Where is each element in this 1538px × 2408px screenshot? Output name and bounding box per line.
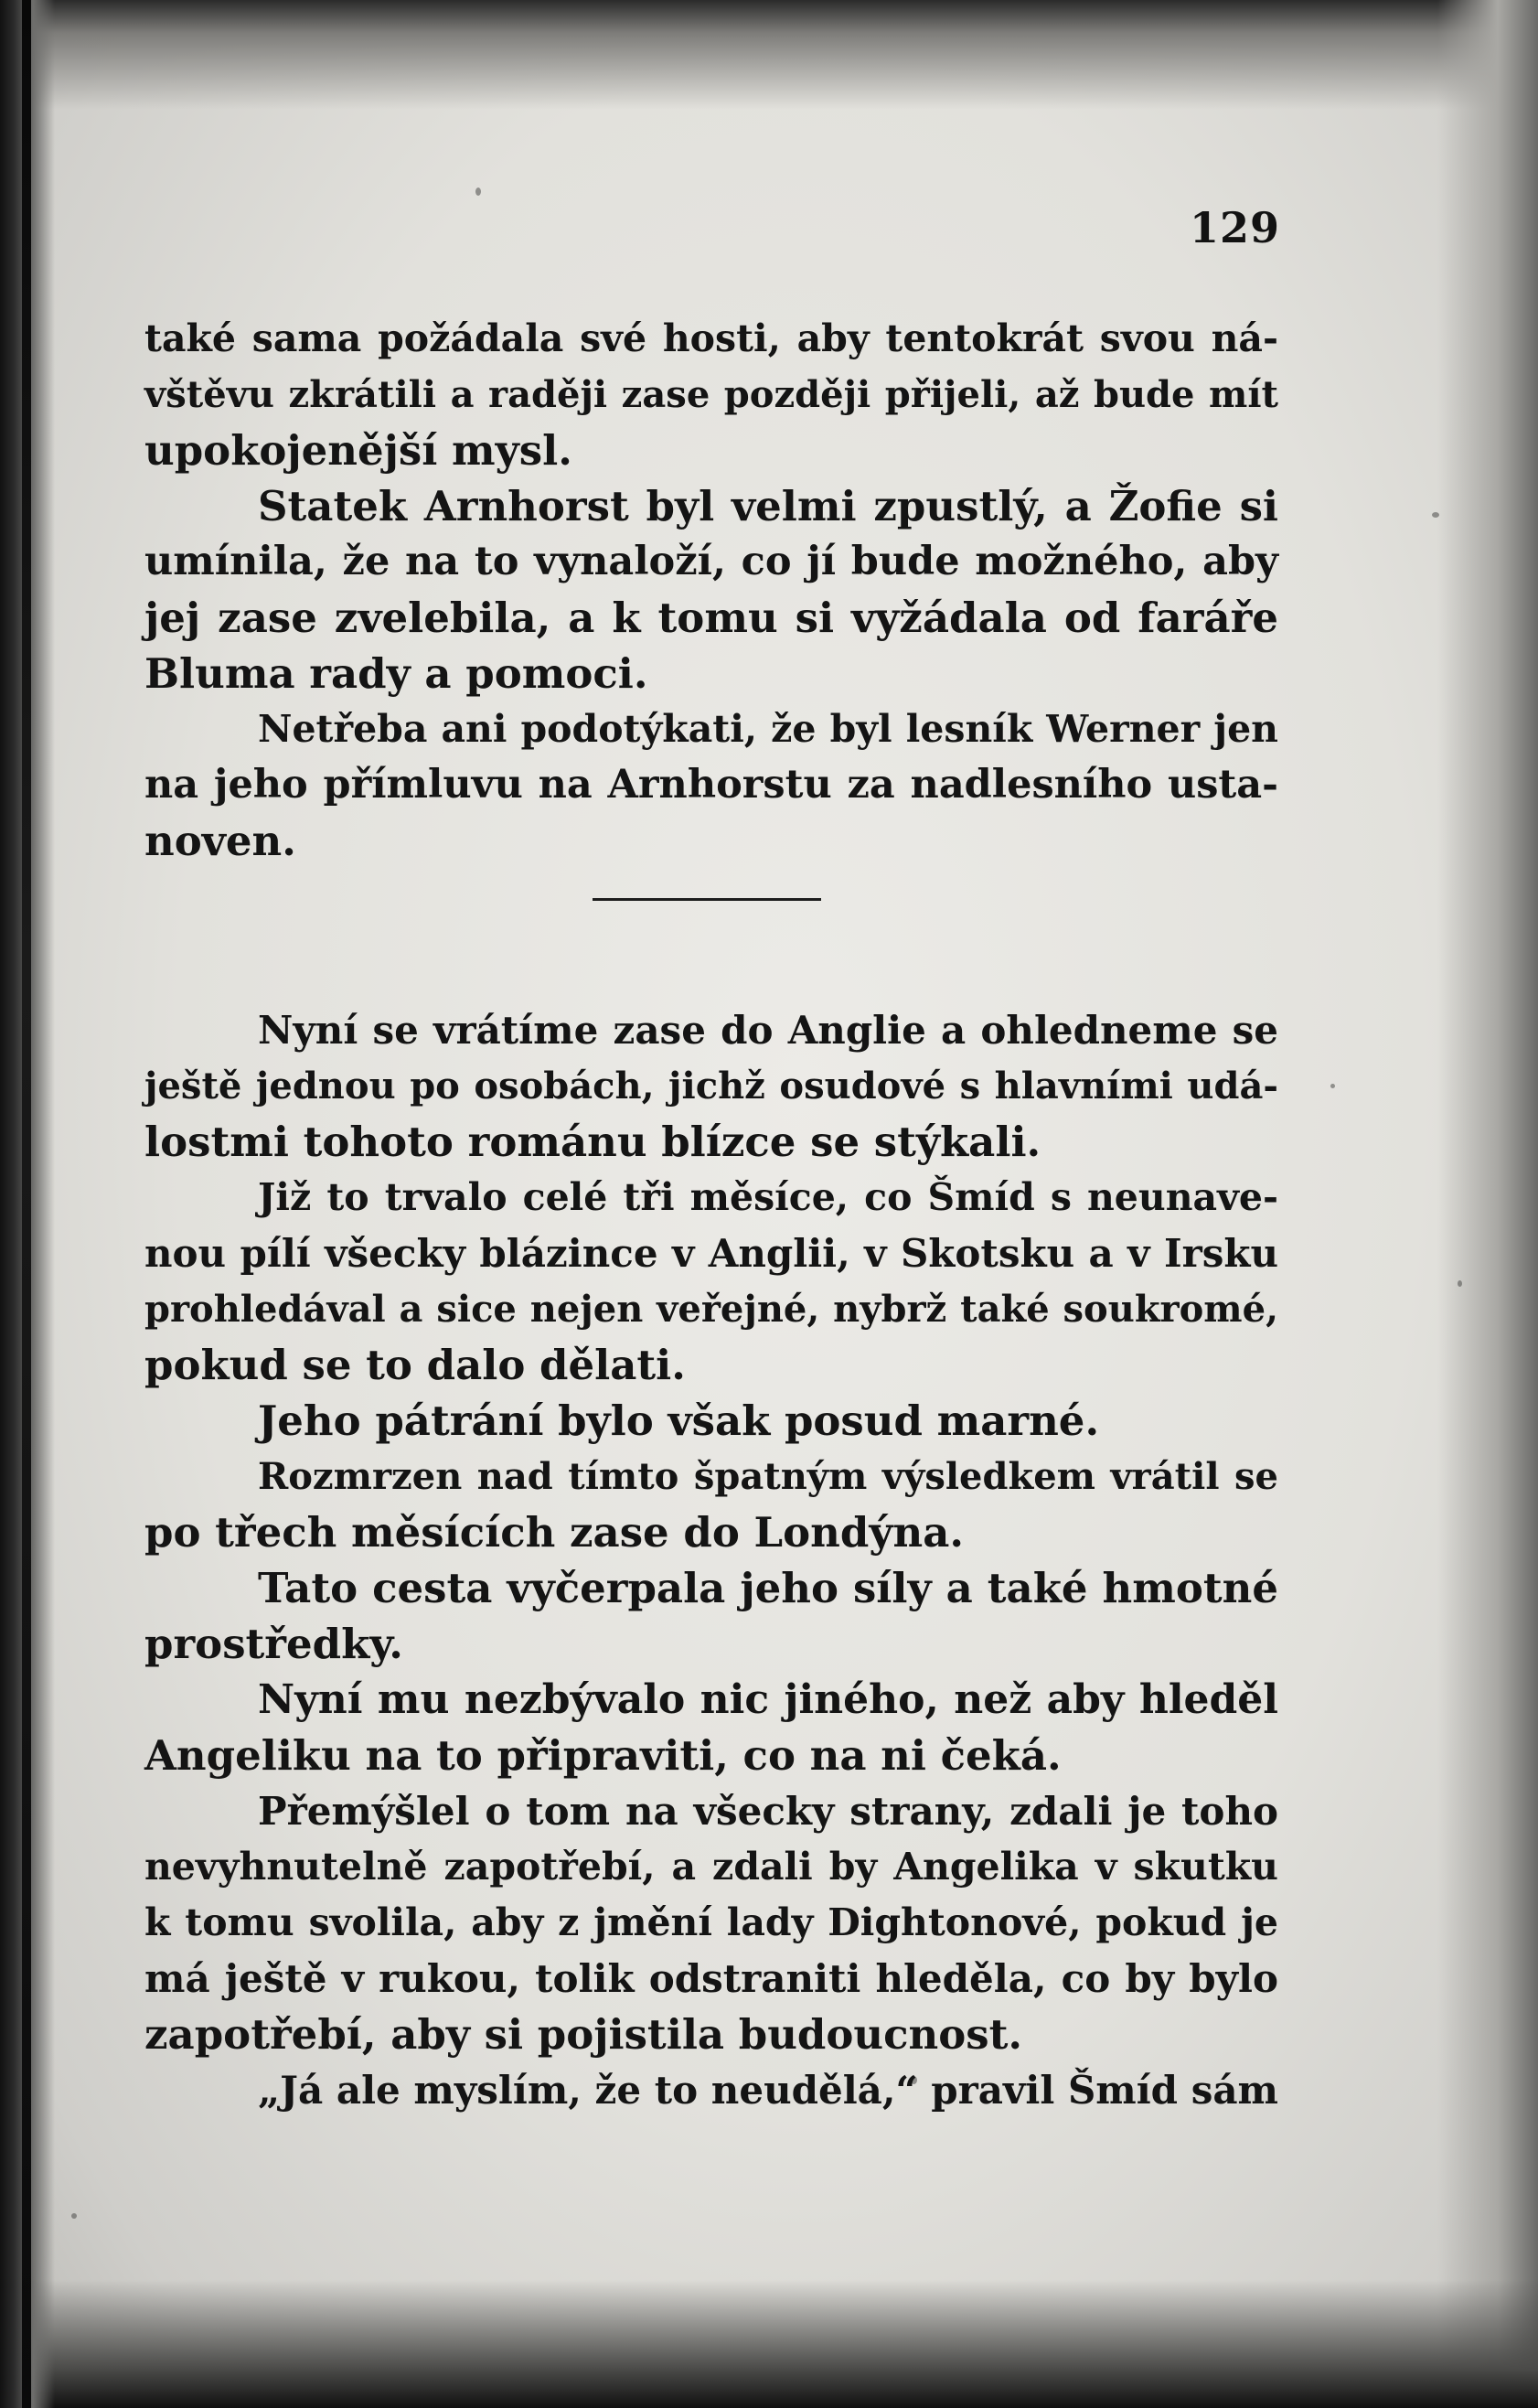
text-line: Nyní mu nezbývalo nic jiného, než aby hleděl xyxy=(258,1676,1278,1723)
text-line: lostmi tohoto románu blízce se stýkali. xyxy=(144,1118,1041,1166)
text-line: nevyhnutelně zapotřebí, a zdali by Angelika v skutku xyxy=(144,1845,1278,1889)
section-break xyxy=(144,869,1278,1002)
paragraph xyxy=(144,2062,1278,2118)
text-line: Angeliku na to připraviti, co na ni čeká. xyxy=(144,1731,1062,1780)
page-number: 129 xyxy=(1189,203,1280,252)
text-line: pokud se to dalo dělati. xyxy=(144,1341,686,1389)
paragraph xyxy=(144,311,1278,478)
text-line: „Já ale myslím, že to neudělá,“ pravil Šmíd sám xyxy=(258,2068,1278,2113)
paragraph xyxy=(144,1560,1278,1672)
scan-shadow-bottom xyxy=(0,2280,1538,2408)
text-line: ještě jednou po osobách, jichž osudové s hlavními udá- xyxy=(144,1065,1278,1108)
paragraph xyxy=(144,1170,1278,1393)
text-line: Jeho pátrání bylo však posud marné. xyxy=(258,1397,1100,1445)
text-line: Přemýšlel o tom na všecky strany, zdali je toho xyxy=(258,1789,1278,1834)
paragraph xyxy=(144,478,1278,701)
paragraph xyxy=(144,1783,1278,2062)
text-line: nou pílí všecky blázince v Anglii, v Skotsku a v Irsku xyxy=(144,1231,1278,1276)
section-divider-rule xyxy=(593,898,821,901)
paper-speck xyxy=(1458,1280,1462,1287)
text-line: Již to trvalo celé tři měsíce, co Šmíd s neunave- xyxy=(258,1175,1278,1219)
paper-speck xyxy=(71,2213,77,2219)
text-line: k tomu svolila, aby z jmění lady Dightonové, pokud je xyxy=(144,1900,1278,1944)
text-line: zapotřebí, aby si pojistila budoucnost. xyxy=(144,2010,1023,2059)
text-line: Rozmrzen nad tímto špatným výsledkem vrátil se xyxy=(258,1455,1278,1498)
text-line: vštěvu zkrátili a raději zase později přijeli, až bude mít xyxy=(144,373,1278,416)
text-line: upokojenější mysl. xyxy=(144,426,572,475)
paragraph xyxy=(144,1002,1278,1170)
paragraph xyxy=(144,1672,1278,1783)
text-line: na jeho přímluvu na Arnhorstu za nadlesního usta- xyxy=(144,762,1278,808)
paragraph xyxy=(144,701,1278,869)
paper-speck xyxy=(475,187,481,196)
text-line: také sama požádala své hosti, aby tentokrát svou ná- xyxy=(144,316,1278,360)
scan-shadow-top xyxy=(0,0,1538,110)
text-line: noven. xyxy=(144,817,296,865)
text-line: Bluma rady a pomoci. xyxy=(144,649,648,698)
text-line: Tato cesta vyčerpala jeho síly a také hmotné xyxy=(258,1564,1278,1612)
text-line: má ještě v rukou, tolik odstraniti hleděla, co by bylo xyxy=(144,1956,1278,2001)
text-line: prostředky. xyxy=(144,1620,403,1668)
book-spine-edge xyxy=(22,0,31,2408)
paper-speck xyxy=(1432,512,1439,518)
paragraph xyxy=(144,1393,1278,1449)
text-line: prohledával a sice nejen veřejné, nybrž také soukromé, xyxy=(144,1288,1278,1331)
text-line: Nyní se vrátíme zase do Anglie a ohledneme se xyxy=(258,1008,1278,1053)
page-body-text xyxy=(144,311,1278,2118)
text-line: Netřeba ani podotýkati, že byl lesník Werner jen xyxy=(258,707,1278,751)
text-line: po třech měsících zase do Londýna. xyxy=(144,1508,965,1557)
scan-shadow-right xyxy=(1437,0,1538,2408)
paper-speck xyxy=(1330,1084,1335,1088)
text-line: umínila, že na to vynaloží, co jí bude možného, aby xyxy=(144,539,1278,584)
text-line: Statek Arnhorst byl velmi zpustlý, a Žofie si xyxy=(258,482,1278,530)
text-line: jej zase zvelebila, a k tomu si vyžádala od faráře xyxy=(144,594,1278,642)
paragraph xyxy=(144,1449,1278,1560)
